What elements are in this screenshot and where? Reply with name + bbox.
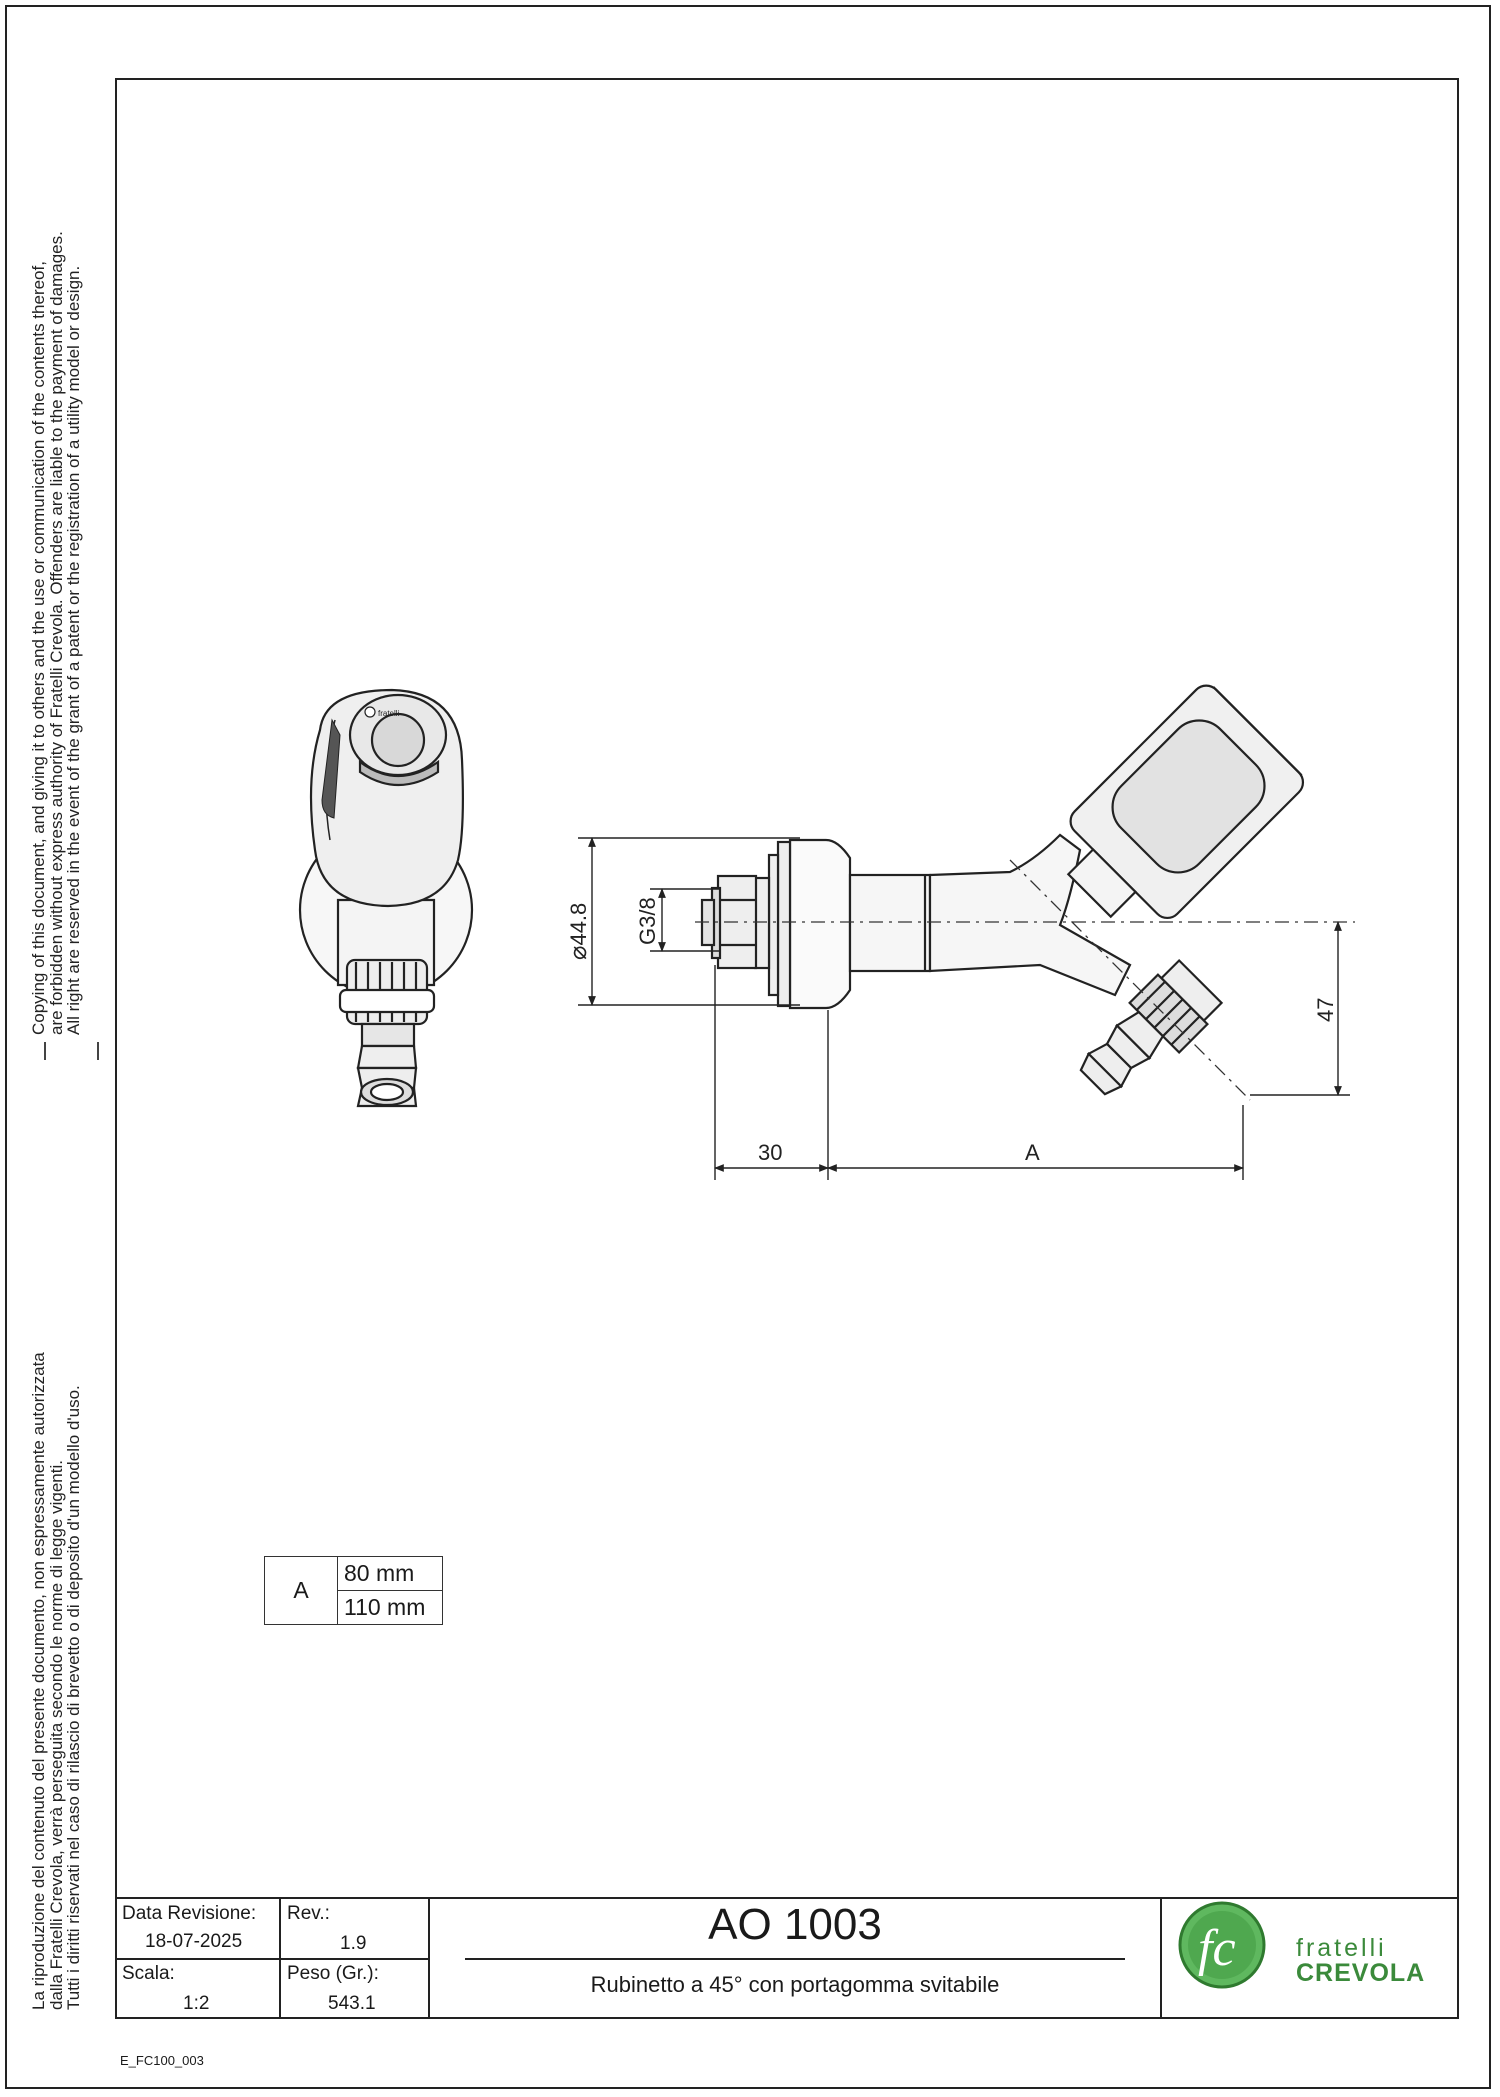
logo-text-fratelli: fratelli [1296, 1934, 1387, 1962]
dimension-a-table [264, 1556, 443, 1625]
front-view [300, 690, 472, 1106]
rev-label: Rev.: [287, 1903, 330, 1924]
logo-text-crevola: CREVOLA [1296, 1959, 1426, 1987]
dim-variable-length-label: A [1025, 1140, 1040, 1165]
notice-line: are forbidden without express authority of Fratelli Crevola. Offenders are liable to the payment of damages. [46, 231, 66, 1035]
document-code: AO 1003 [708, 1900, 882, 1949]
dim-diameter-label: ⌀44.8 [565, 902, 592, 960]
scale-label: Scala: [122, 1963, 175, 1984]
notice-line: Tutti i diritti riservati nel caso di rilascio di brevetto o di deposito d'un modello d'uso. [64, 1385, 83, 2010]
notice-line: All right are reserved in the event of the grant of a patent or the registration of a utility model or design. [64, 265, 83, 1035]
footer-document-code: E_FC100_003 [120, 2053, 204, 2068]
dim-base-length-label: 30 [758, 1140, 783, 1165]
title-block-divider [465, 1958, 1125, 1960]
document-description: Rubinetto a 45° con portagomma svitabile [590, 1972, 1000, 1997]
side-view [702, 680, 1309, 1111]
a-table-value: 110 mm [338, 1591, 443, 1625]
revision-date-label: Data Revisione: [122, 1903, 257, 1924]
scale-value: 1:2 [183, 1993, 210, 2014]
title-block-divider [428, 1898, 430, 2018]
revision-date-value: 18-07-2025 [145, 1931, 243, 1952]
a-table-label: A [265, 1557, 338, 1625]
svg-text:fratelli: fratelli [378, 709, 400, 718]
title-block-divider [117, 1958, 428, 1960]
weight-value: 543.1 [328, 1993, 376, 2014]
rev-value: 1.9 [340, 1933, 367, 1954]
dim-height-label: 47 [1313, 997, 1338, 1022]
notice-line: dalla Fratelli Crevola, verrà perseguita secondo le norme di legge vigenti. [46, 1460, 66, 2010]
notice-line: Copying of this document, and giving it to others and the use or communication of the contents thereof, [29, 261, 48, 1035]
weight-label: Peso (Gr.): [287, 1963, 379, 1984]
notice-line: La riproduzione del contenuto del presente documento, non espressamente autorizzata [29, 1352, 48, 2010]
a-table-value: 80 mm [338, 1557, 443, 1591]
dim-thread-label: G3/8 [635, 897, 660, 945]
title-block-divider [1160, 1898, 1162, 2018]
logo-monogram: fc [1198, 1920, 1236, 1977]
